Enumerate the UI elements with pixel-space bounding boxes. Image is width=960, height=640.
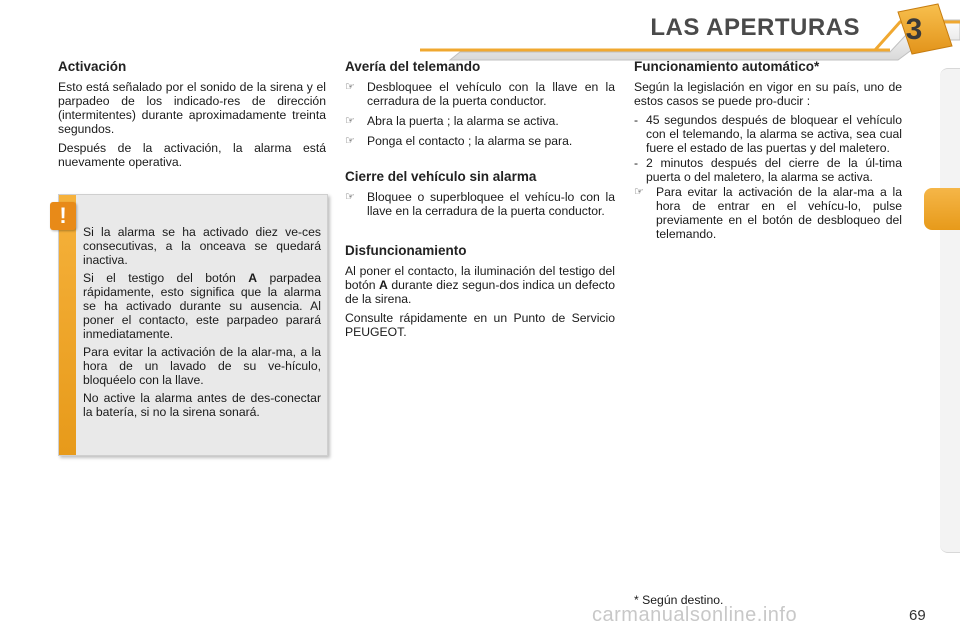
section-averia (345, 60, 615, 148)
watermark: carmanualsonline.info (592, 604, 798, 626)
list-item-text: Ponga el contacto ; la alarma se para. (367, 134, 573, 148)
chapter-tab[interactable] (940, 322, 960, 369)
pointing-hand-icon: ☞ (634, 186, 644, 198)
footnote: * Según destino. (634, 593, 724, 607)
list-item-text: Para evitar la activación de la alar-ma a la hora de entrar en el vehícu-lo, pulse previamente en el botón de desbloqueo del telemando. (656, 185, 902, 241)
warning-paragraph-3: Para evitar la activación de la alar-ma, a la hora de un lavado de su ve-hículo, bloquéelo con la llave. (83, 345, 321, 387)
button-a-label: A (379, 278, 388, 292)
chapter-tab[interactable] (940, 506, 960, 553)
warning-paragraph-2 (83, 271, 321, 341)
disfuncionamiento-paragraph-2: Consulte rápidamente en un Punto de Servicio PEUGEOT. (345, 311, 615, 339)
chapter-tab[interactable] (940, 368, 960, 415)
list-item (634, 185, 902, 241)
list-item (634, 113, 902, 155)
warning-stripe (59, 195, 76, 455)
funcionamiento-intro: Según la legislación en vigor en su país, uno de estos casos se puede pro-ducir : (634, 80, 902, 108)
list-item (345, 190, 615, 218)
dash-bullet: - (634, 113, 639, 127)
list-item-text: Bloquee o superbloquee el vehícu-lo con la llave en la cerradura de la puerta conductor. (367, 190, 615, 218)
warning-p2-end: parpadea rápidamente, esto significa que la alarma se ha activado durante su ausencia. Al poner el contacto, este parpadeo parará inmediatamente. (83, 271, 321, 341)
list-item (345, 114, 615, 128)
column-activacion (58, 60, 326, 174)
warning-exclamation-icon: ! (50, 202, 76, 230)
chapter-number: 3 (905, 13, 923, 46)
disf-p1-end: durante diez segun-dos indica un defecto de la sirena. (345, 278, 615, 306)
chapter-tab[interactable] (940, 414, 960, 461)
warning-p2-start: Si el testigo del botón (83, 271, 249, 285)
section-disfuncionamiento (345, 244, 615, 339)
pointing-hand-icon: ☞ (345, 115, 355, 127)
section-title-averia: Avería del telemando (345, 59, 481, 74)
pointing-hand-icon: ☞ (345, 191, 355, 203)
activacion-paragraph-2: Después de la activación, la alarma está nuevamente operativa. (58, 141, 326, 169)
section-title-disfuncionamiento: Disfuncionamiento (345, 243, 467, 258)
section-title-activacion: Activación (58, 59, 127, 74)
pointing-hand-icon: ☞ (345, 81, 355, 93)
chapter-tab[interactable] (940, 276, 960, 323)
chapter-tab[interactable] (940, 230, 960, 277)
list-item-text: 2 minutos después del cierre de la úl-tima puerta o del maletero, la alarma se activa. (646, 156, 902, 184)
activacion-paragraph-1: Esto está señalado por el sonido de la sirena y el parpadeo de los indicado-res de dirección (intermitentes) durante aproximadamente treinta segundos. (58, 80, 326, 136)
section-title-funcionamiento: Funcionamiento automático* (634, 59, 820, 74)
chapter-tabs (938, 68, 960, 576)
list-item-text: 45 segundos después de bloquear el vehículo con el telemando, la alarma se activa, sea cual fuere el estado de las puertas y del maletero. (646, 113, 902, 155)
disfuncionamiento-paragraph-1 (345, 264, 615, 306)
warning-text (83, 225, 321, 423)
warning-box (58, 194, 328, 456)
chapter-tab[interactable] (940, 68, 960, 110)
list-item-text: Abra la puerta ; la alarma se activa. (367, 114, 559, 128)
dash-bullet: - (634, 156, 639, 170)
list-item (345, 80, 615, 108)
button-a-label: A (248, 271, 258, 285)
warning-paragraph-1: Si la alarma se ha activado diez ve-ces consecutivas, a la onceava se quedará inactiva. (83, 225, 321, 267)
list-item (634, 156, 902, 184)
column-telemando (345, 60, 615, 361)
section-cierre (345, 170, 615, 218)
chapter-tab[interactable] (940, 108, 960, 149)
chapter-tab[interactable] (940, 460, 960, 507)
section-title-cierre: Cierre del vehículo sin alarma (345, 169, 537, 184)
chapter-title: LAS APERTURAS (650, 14, 860, 41)
list-item (345, 134, 615, 148)
pointing-hand-icon: ☞ (345, 135, 355, 147)
page-number: 69 (909, 607, 926, 624)
column-funcionamiento-automatico (634, 60, 902, 247)
disf-p1-start: Al poner el contacto, la iluminación del testigo del botón (345, 264, 615, 292)
chapter-tab-active[interactable] (924, 188, 960, 230)
chapter-tab[interactable] (940, 148, 960, 189)
list-item-text: Desbloquee el vehículo con la llave en la cerradura de la puerta conductor. (367, 80, 615, 108)
warning-paragraph-4: No active la alarma antes de des-conectar la batería, si no la sirena sonará. (83, 391, 321, 419)
